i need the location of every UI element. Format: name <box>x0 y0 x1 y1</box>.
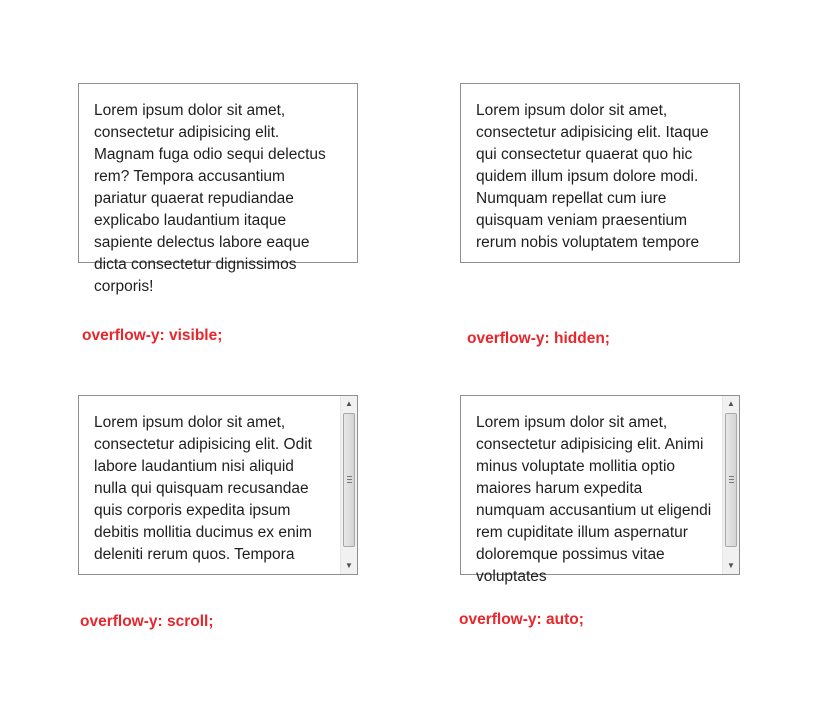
overflow-scroll-text: Lorem ipsum dolor sit amet, consectetur adipisicing elit. Odit labore laudantium nisi aliquid nulla qui quisquam recusandae quis corporis expedita ipsum debitis mollitia ducimus ex enim deleniti rerum quos. Tempora <box>94 414 312 563</box>
scrollbar-thumb[interactable] <box>343 413 355 547</box>
overflow-scroll-caption: overflow-y: scroll; <box>80 613 214 630</box>
overflow-auto-text: Lorem ipsum dolor sit amet, consectetur adipisicing elit. Animi minus voluptate mollitia optio maiores harum expedita numquam accusantium ut eligendi rem cupiditate illum aspernatur doloremque possimus vitae voluptates <box>476 414 712 585</box>
overflow-scroll-box <box>78 395 358 575</box>
scroll-down-arrow-icon[interactable]: ▼ <box>727 561 735 570</box>
overflow-hidden-text: Lorem ipsum dolor sit amet, consectetur adipisicing elit. Itaque qui consectetur quaerat quo hic quidem illum ipsum dolore modi. Numquam repellat cum iure quisquam veniam praesentium rerum nobis voluptatem tempore <box>476 102 709 251</box>
overflow-auto-caption: overflow-y: auto; <box>459 611 584 628</box>
overflow-visible-text: Lorem ipsum dolor sit amet, consectetur adipisicing elit. Magnam fuga odio sequi delectus rem? Tempora accusantium pariatur quaerat repudiandae explicabo laudantium itaque sapiente delectus labore eaque dicta consectetur dignissimos corporis! <box>94 102 326 295</box>
scroll-up-arrow-icon[interactable]: ▲ <box>727 399 735 408</box>
scrollbar-grip-icon <box>729 476 734 483</box>
overflow-visible-box <box>78 83 358 295</box>
overflow-hidden-viewport <box>461 84 739 262</box>
overflow-visible-caption: overflow-y: visible; <box>82 327 223 344</box>
overflow-hidden-caption: overflow-y: hidden; <box>467 330 610 347</box>
overflow-auto-box <box>460 395 740 585</box>
overflow-hidden-box <box>460 83 740 263</box>
scrollbar-grip-icon <box>347 476 352 483</box>
scroll-down-arrow-icon[interactable]: ▼ <box>345 561 353 570</box>
overflow-auto-scrollbar[interactable] <box>722 396 739 574</box>
scrollbar-thumb[interactable] <box>725 413 737 547</box>
overflow-auto-viewport[interactable] <box>461 396 722 585</box>
overflow-scroll-scrollbar[interactable] <box>340 396 357 574</box>
overflow-scroll-viewport[interactable] <box>79 396 340 574</box>
scroll-up-arrow-icon[interactable]: ▲ <box>345 399 353 408</box>
